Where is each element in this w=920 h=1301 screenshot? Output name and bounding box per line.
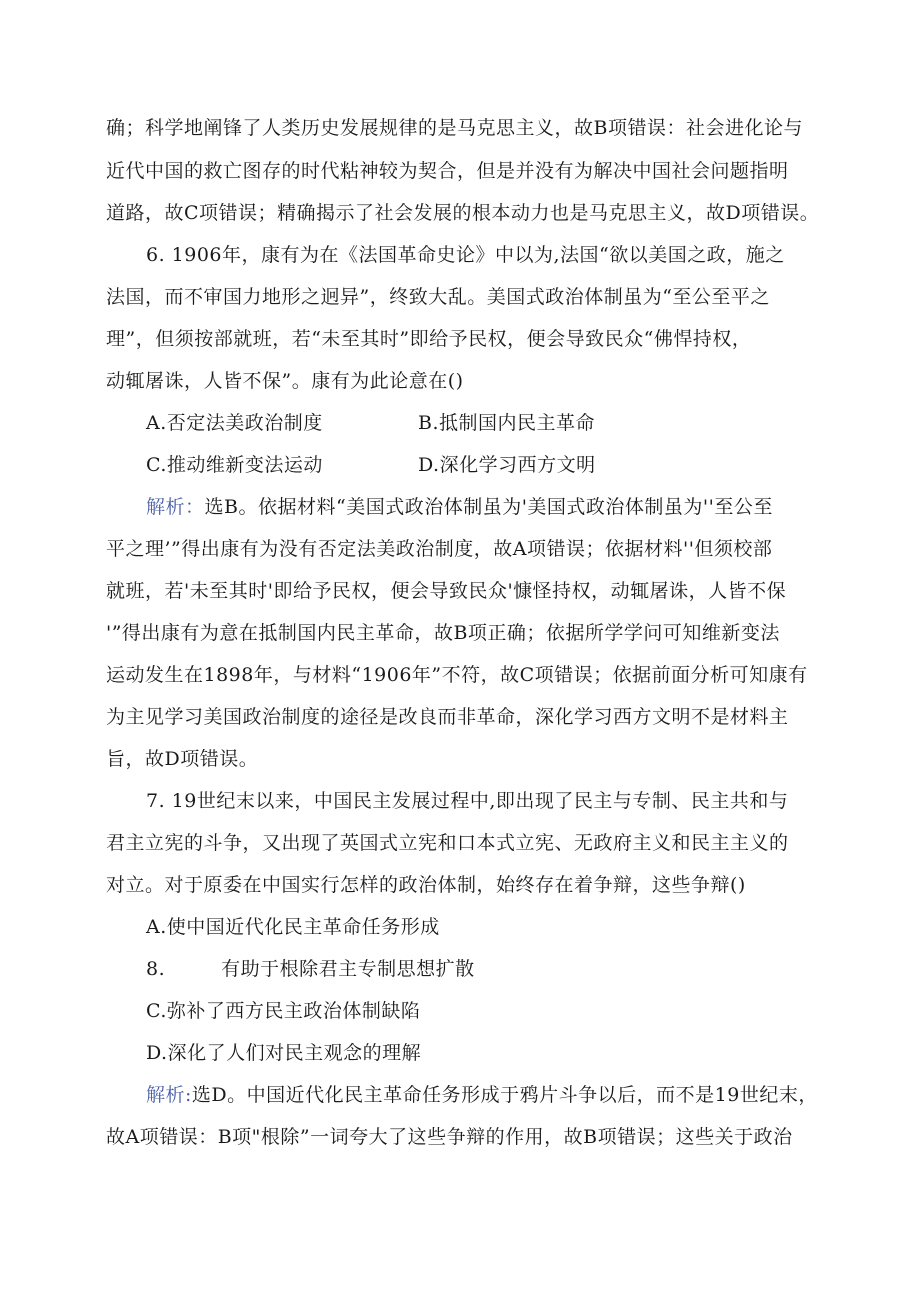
question-7-option-d: D.深化了人们对民主观念的理解 [146,1042,422,1064]
question-7-stem: 7. 19世纪末以来，中国民主发展过程中,即出现了民主与专制、民主共和与 [146,790,789,812]
question-6-answer: 平之理’”得出康有为没有否定法美政治制度，故A项错误；依据材料''但须校部 [106,538,773,560]
text-line: 确；科学地阐锋了人类历史发展规律的是马克思主义，故B项错误：社会进化论与 [106,117,803,139]
option-number: 8. [146,958,166,980]
answer-label: 解析: [146,1084,192,1106]
text-line: 近代中国的救亡图存的时代粘神较为契合，但是并没有为解决中国社会问题指明 [106,160,789,182]
question-6-stem: 6. 1906年，康有为在《法国革命史论》中以为,法国“欲以美国之政，施之 [146,244,785,266]
question-6-answer: 运动发生在1898年，与材料“1906年”不符，故C项错误；依据前面分析可知康有 [106,664,808,686]
question-6-option-c: C.推动维新变法运动 [146,454,323,476]
question-6-answer: 就班，若'未至其时'即给予民权，便会导致民众'慷怪持权，动辄屠诛，人皆不保 [106,580,787,602]
question-6-option-d: D.深化学习西方文明 [418,454,596,476]
question-7-answer [146,1081,818,1109]
question-7-option-c: C.弥补了西方民主政治体制缺陷 [146,1000,421,1022]
question-6-stem: 动辄屠诛，人皆不保”。康有为此论意在() [106,370,464,392]
question-6-answer: 为主见学习美国政治制度的途径是改良而非革命，深化学习西方文明不是材料主 [106,706,789,728]
question-6-stem: 理”，但须按部就班，若“未至其时”即给予民权，便会导致民众“佛悍持权， [106,328,752,350]
question-7-stem: 君主立宪的斗争，又出现了英国式立宪和口本式立宪、无政府主义和民主主义的 [106,832,789,854]
question-6-answer: 旨，故D项错误。 [106,748,259,770]
question-7-stem: 对立。对于原委在中国实行怎样的政治体制，始终存在着争辩，这些争辩() [106,874,746,896]
question-6-option-a: A.否定法美政治制度 [146,412,323,434]
question-6-stem: 法国，而不审国力地形之迥异”，终致大乱。美国式政治体制虽为“至公至平之 [106,286,770,308]
answer-text: 选B。依据材料“美国式政治体制虽为'美国式政治体制虽为''至公至 [204,496,773,518]
question-6-answer [146,493,773,521]
question-6-answer: '”得出康有为意在抵制国内民主革命，故B项正确；依据所学学问可知维新变法 [106,622,780,644]
question-7-option-a: A.使中国近代化民主革命任务形成 [146,916,440,938]
text-line: 道路，故C项错误；精确揭示了社会发展的根本动力也是马克思主义，故D项错误。 [106,202,820,224]
answer-label: 解析： [146,496,205,518]
question-7-option-b [146,955,475,983]
option-text: 有助于根除君主专制思想扩散 [221,958,475,980]
question-6-option-b: B.抵制国内民主革命 [418,412,596,434]
question-7-answer: 故A项错误：B项"根除”一词夸大了这些争辩的作用，故B项错误；这些关于政治 [106,1126,793,1148]
answer-text: 选D。中国近代化民主革命任务形成于鸦片斗争以后，而不是19世纪末， [191,1084,818,1106]
